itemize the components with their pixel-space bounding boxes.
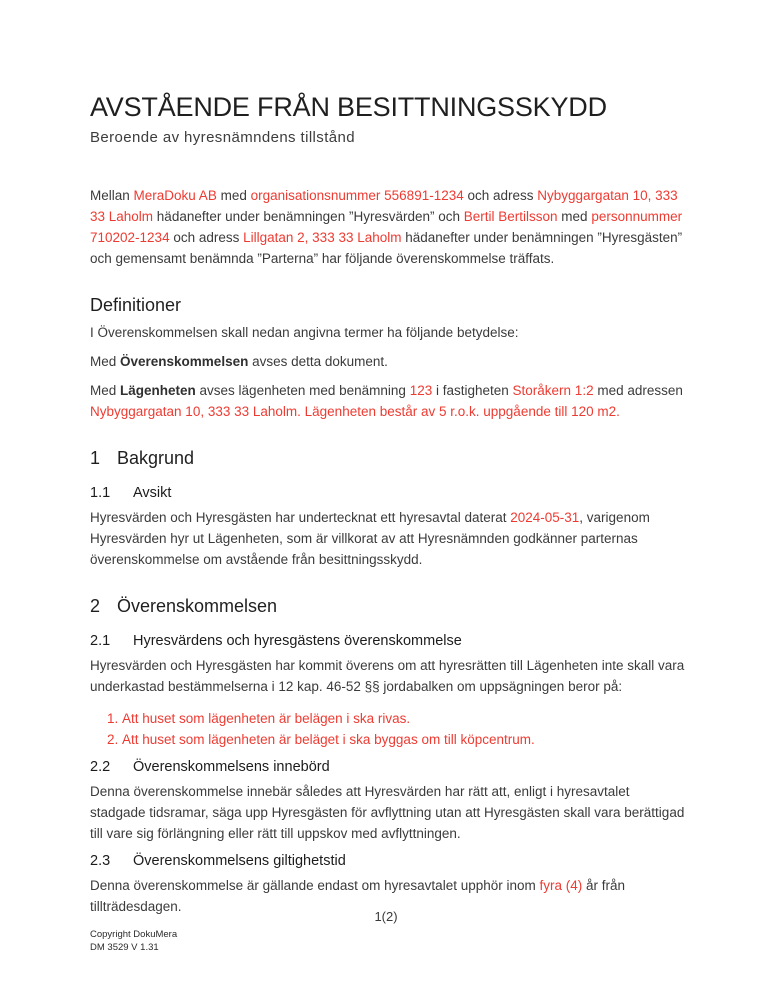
text-segment: med adressen <box>593 383 683 398</box>
subsection-2-2-heading <box>90 758 686 777</box>
subsection-2-1-number: 2.1 <box>90 633 111 649</box>
subsection-2-2-title: Överenskommelsens innebörd <box>133 759 330 775</box>
definition-overenskommelsen <box>90 351 686 372</box>
list-item-text: Att huset som lägenheten är beläget i ska byggas om till köpcentrum. <box>122 732 535 747</box>
filled-field-value: Storåkern 1:2 <box>512 383 594 398</box>
list-item-marker: 2. <box>107 732 119 747</box>
text-segment: och adress <box>463 188 538 203</box>
text-segment: Med <box>90 354 121 369</box>
filled-field-value: Nybyggargatan 10, 333 33 Laholm <box>90 188 678 224</box>
footer-copyright <box>90 929 177 954</box>
subsection-2-3-heading <box>90 852 686 871</box>
section-1-title: Bakgrund <box>117 448 195 468</box>
copyright-line: Copyright DokuMera <box>90 929 178 940</box>
filled-field-value: Bertil Bertilsson <box>463 209 558 224</box>
text-segment: hädanefter under benämningen ”Hyresgästen” och gemensamt benämnda ”Parterna” har följande överenskommelse träffats. <box>90 230 683 266</box>
text-segment: Med <box>90 383 121 398</box>
text-segment: Denna överenskommelse innebär således att Hyresvärden har rätt att, enligt i hyresavtalet stadgade tidsramar, säga upp Hyresgästen för avflyttning utan att Hyresgästen skall vara berättigad till vare sig förlängning eller rätt till uppskov med avflyttningen. <box>90 784 685 841</box>
filled-field-value: MeraDoku AB <box>133 188 217 203</box>
section-1-heading <box>90 447 686 469</box>
section-1-number: 1 <box>90 448 101 468</box>
text-segment: år från tillträdesdagen. <box>90 878 626 914</box>
filled-field-value: Nybyggargatan 10, 333 33 Laholm. Lägenheten består av 5 r.o.k. uppgående till 120 m2. <box>90 404 620 419</box>
list-item <box>107 729 686 750</box>
definitions-heading: Definitioner <box>90 295 182 315</box>
subsection-1-1-number: 1.1 <box>90 485 111 501</box>
text-segment: med <box>216 188 251 203</box>
text-segment: Hyresvärden och Hyresgästen har kommit överens om att hyresrätten till Lägenheten inte skall vara underkastad bestämmelserna i 12 kap. 46-52 §§ jordabalken om uppsägningen beror på: <box>90 658 685 694</box>
text-segment: Hyresvärden och Hyresgästen har undertecknat ett hyresavtal daterat <box>90 510 511 525</box>
section-2-title: Överenskommelsen <box>117 596 278 616</box>
section-2-heading <box>90 595 686 617</box>
subsection-2-2-number: 2.2 <box>90 759 111 775</box>
filled-field-value: Lillgatan 2, 333 33 Laholm <box>243 230 402 245</box>
subsection-2-3-title: Överenskommelsens giltighetstid <box>133 853 346 869</box>
filled-field-value: personnummer 710202-1234 <box>90 209 683 245</box>
subsection-1-1-title: Avsikt <box>133 485 172 501</box>
filled-field-value: 2024-05-31 <box>510 510 580 525</box>
list-item <box>107 708 686 729</box>
text-segment: med <box>557 209 592 224</box>
section-2-number: 2 <box>90 596 101 616</box>
document-id: DM 3529 V 1.31 <box>90 941 159 953</box>
defined-term: Överenskommelsen <box>120 354 249 369</box>
text-segment: hädanefter under benämningen ”Hyresvärden” och <box>153 209 464 224</box>
filled-field-value: organisationsnummer 556891-1234 <box>250 188 464 203</box>
list-item-text: Att huset som lägenheten är belägen i ska rivas. <box>122 711 411 726</box>
text-segment: Denna överenskommelse är gällande endast om hyresavtalet upphör inom <box>90 878 540 893</box>
subsection-2-1-heading <box>90 632 686 651</box>
subsection-2-2-paragraph <box>90 781 686 844</box>
document-subtitle: Beroende av hyresnämndens tillstånd <box>90 129 355 146</box>
filled-field-value: 123 <box>409 383 433 398</box>
subsection-2-1-title: Hyresvärdens och hyresgästens överenskommelse <box>133 633 462 649</box>
subsection-2-1-paragraph <box>90 655 686 697</box>
termination-conditions-list <box>90 708 686 750</box>
list-item-marker: 1. <box>107 711 119 726</box>
document-title: AVSTÅENDE FRÅN BESITTNINGSSKYDD <box>90 92 607 122</box>
filled-field-value: fyra (4) <box>539 878 583 893</box>
text-segment: , varigenom Hyresvärden hyr ut Lägenheten, som är villkorat av att Hyresnämnden godkänner parternas överenskommelse om avstående från besittningsskydd. <box>90 510 650 567</box>
page-number: 1(2) <box>374 909 398 924</box>
text-segment: Mellan <box>90 188 134 203</box>
definition-lagenheten <box>90 380 686 422</box>
text-segment: avses detta dokument. <box>248 354 388 369</box>
text-segment: avses lägenheten med benämning <box>195 383 410 398</box>
parties-paragraph <box>90 185 686 269</box>
text-segment: och adress <box>169 230 244 245</box>
subsection-1-1-heading <box>90 484 686 503</box>
text-segment: i fastigheten <box>432 383 513 398</box>
defined-term: Lägenheten <box>120 383 196 398</box>
subsection-2-3-number: 2.3 <box>90 853 111 869</box>
subsection-1-1-paragraph <box>90 507 686 570</box>
definitions-intro: I Överenskommelsen skall nedan angivna termer ha följande betydelse: <box>90 325 519 340</box>
